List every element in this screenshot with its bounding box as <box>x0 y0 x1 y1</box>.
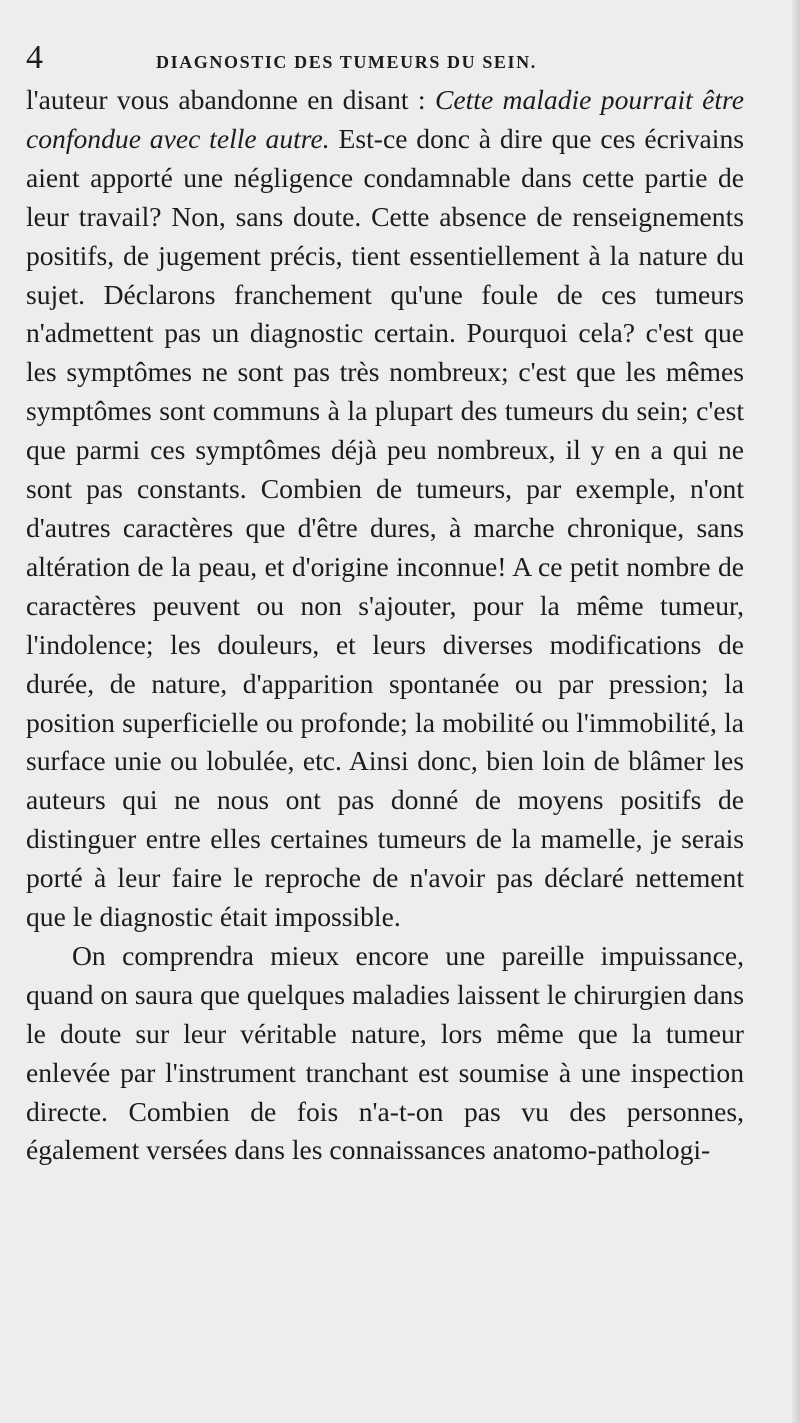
paragraph-1-italic-quote: Cette maladie pourrait être confondue avec telle autre. <box>26 84 745 154</box>
body-text <box>26 81 744 1170</box>
running-head: DIAGNOSTIC DES TUMEURS DU SEIN. <box>156 52 537 72</box>
page-header <box>26 36 744 80</box>
paragraph-1-rest: Est-ce donc à dire que ces écrivains aient apporté une négligence condamnable dans cette partie de leur travail? Non, sans doute. Cette absence de renseignements positifs, de jugement précis, tient essentiellement à la nature du sujet. Déclarons franchement qu'une foule de ces tumeurs n'admettent pas un diagnostic certain. Pourquoi cela? c'est que les symptômes ne sont pas très nombreux; c'est que les mêmes symptômes sont communs à la plupart des tumeurs du sein; c'est que parmi ces symptômes déjà peu nombreux, il y en a qui ne sont pas constants. Combien de tumeurs, par exemple, n'ont d'autres caractères que d'être dures, à marche chronique, sans altération de la peau, et d'origine inconnue! A ce petit nombre de caractères peuvent ou non s'ajouter, pour la même tumeur, l'indolence; les douleurs, et leurs diverses modifications de durée, de nature, d'apparition spontanée ou par pression; la position superficielle ou profonde; la mobilité ou l'immobilité, la surface unie ou lobulée, etc. Ainsi donc, bien loin de blâmer les auteurs qui ne nous ont pas donné de moyens positifs de distinguer entre elles certaines tumeurs de la mamelle, je serais porté à leur faire le reproche de n'avoir pas déclaré nettement que le diagnostic était impossible. <box>26 122 744 933</box>
paragraph-2: On comprendra mieux encore une pareille impuissance, quand on saura que quelques maladies laissent le chirurgien dans le doute sur leur véritable nature, lors même que la tumeur enlevée par l'instrument tranchant est soumise à une inspection directe. Combien de fois n'a-t-on pas vu des personnes, également versées dans les connaissances anatomo-pathologi- <box>26 939 744 1166</box>
scan-edge-shadow <box>792 0 800 1423</box>
paragraph-1-start: l'auteur vous abandonne en disant : <box>26 84 435 115</box>
page-number: 4 <box>26 39 43 76</box>
paragraph-1 <box>26 81 744 937</box>
